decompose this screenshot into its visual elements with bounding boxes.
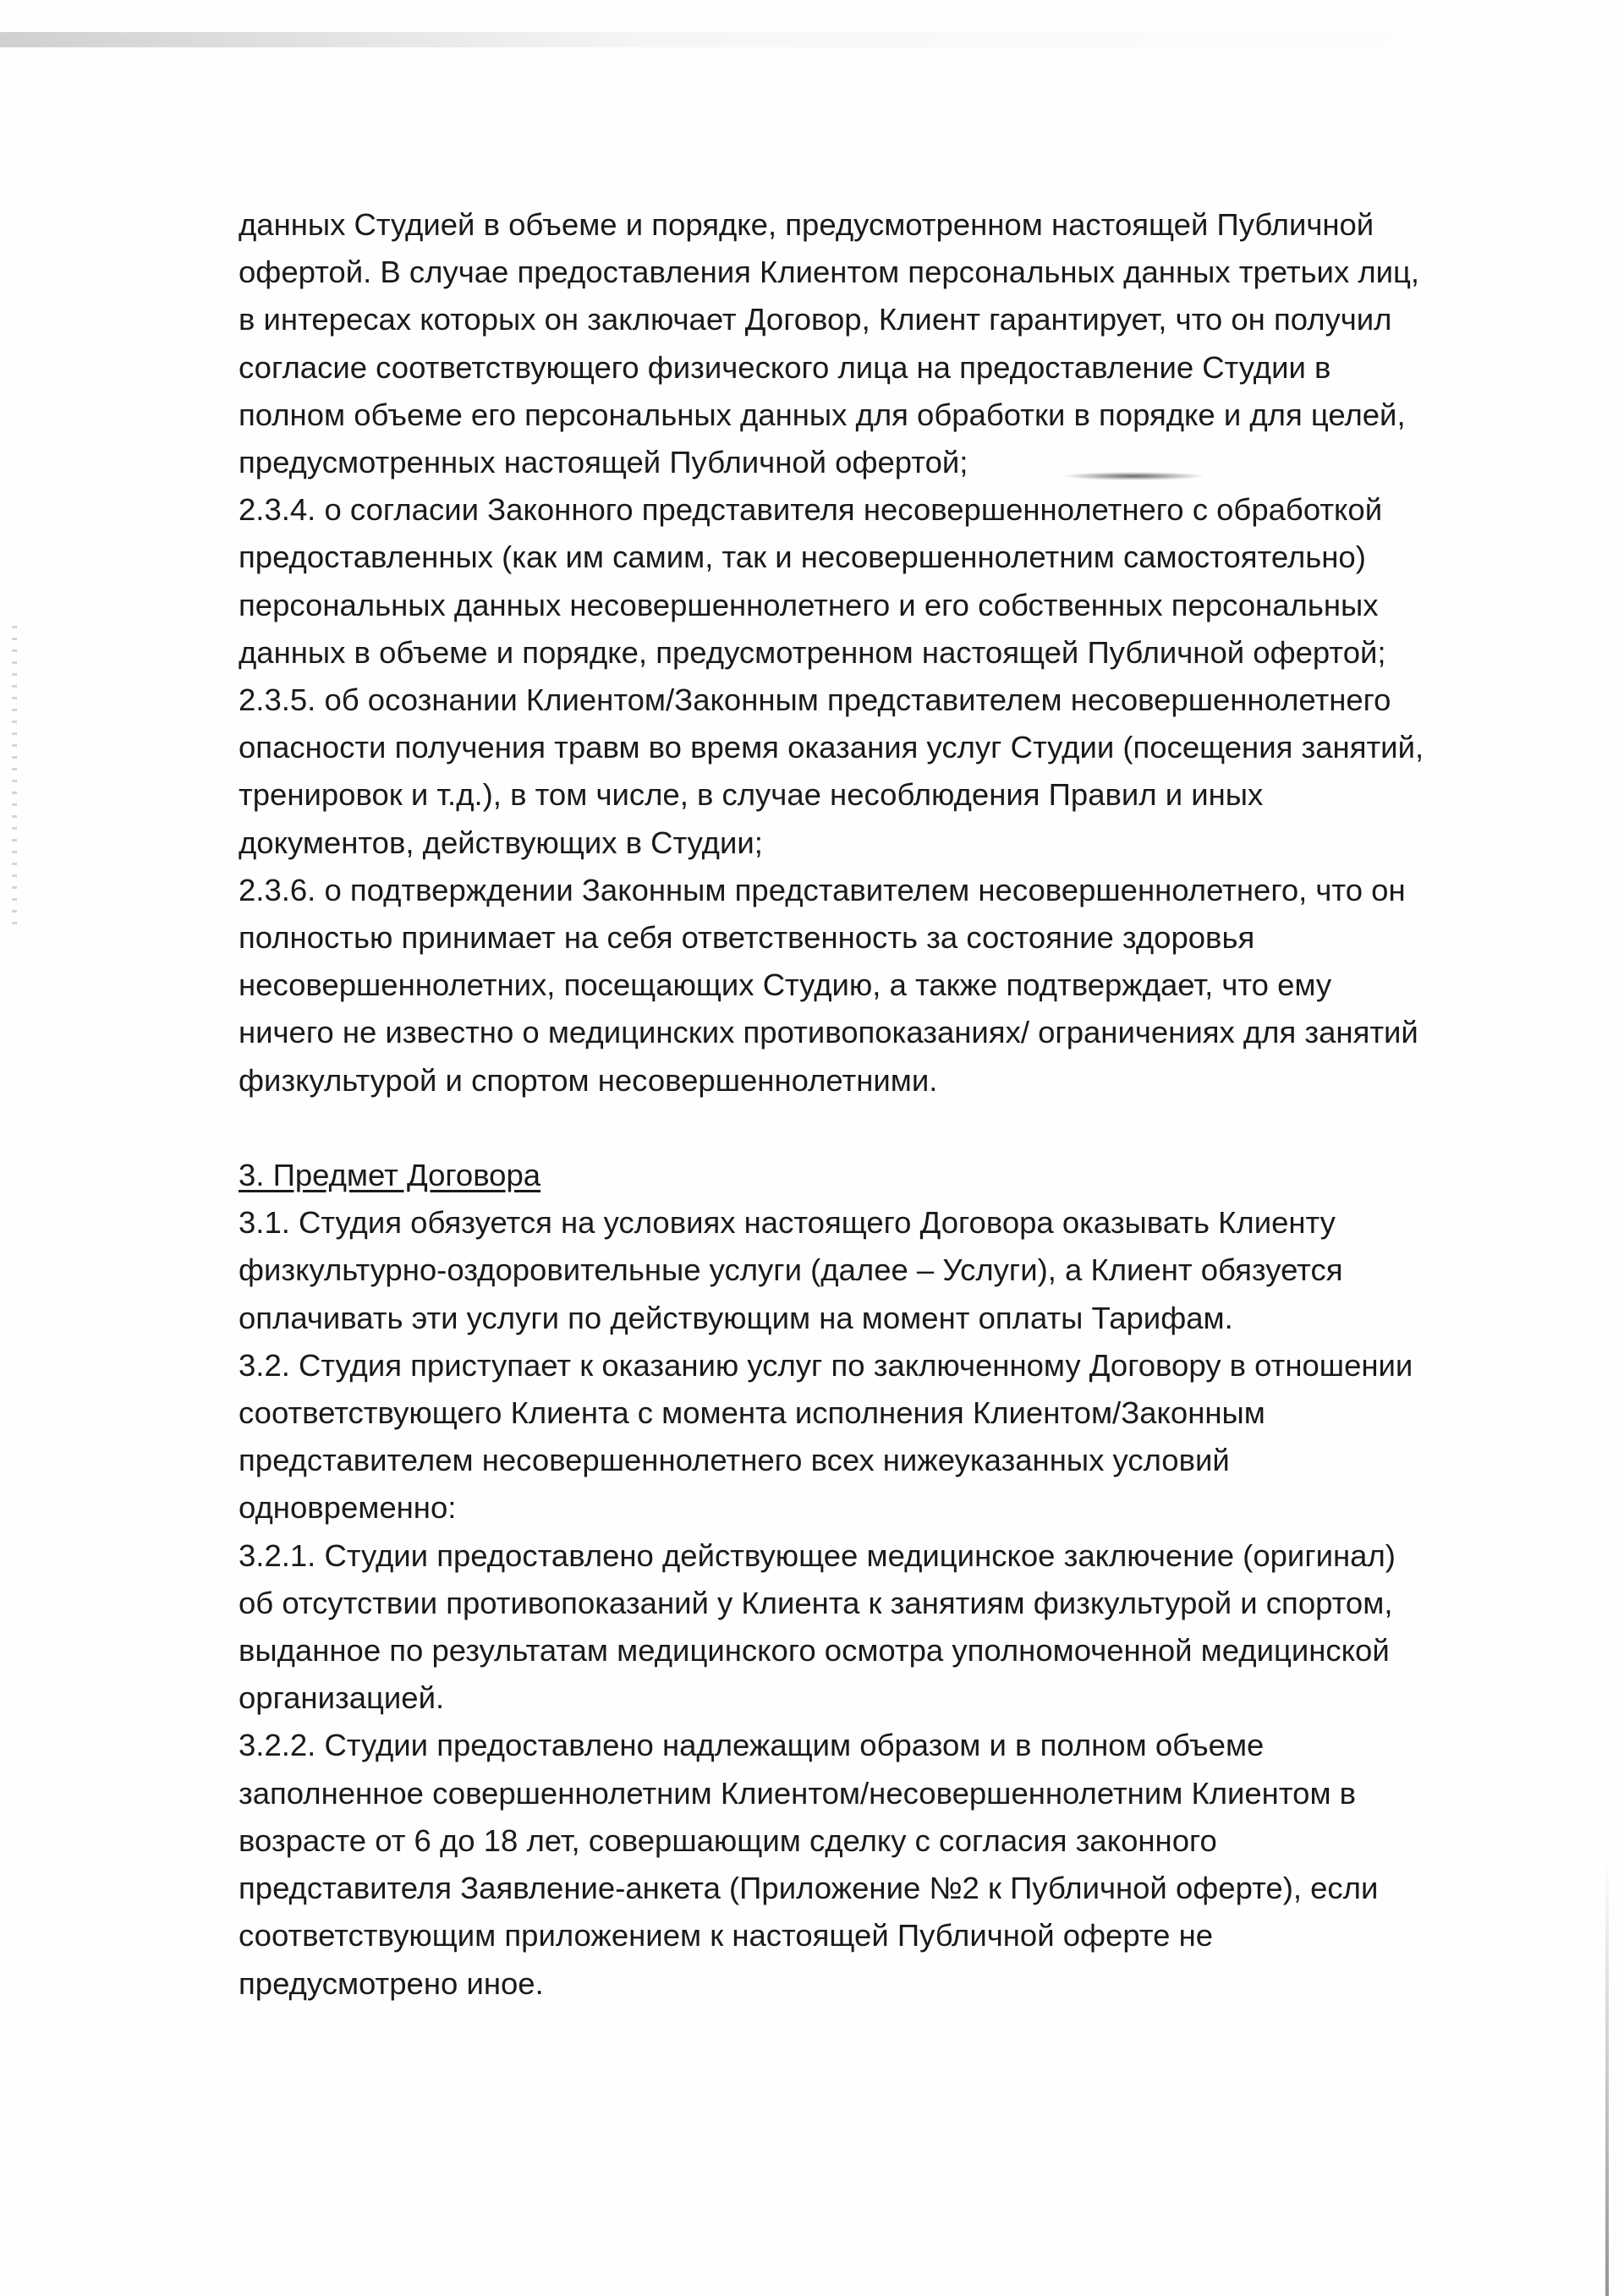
document-body xyxy=(239,201,1541,2008)
text-line: организацией. xyxy=(239,1680,445,1716)
text-line: персональных данных несовершеннолетнего и его собственных персональных xyxy=(239,587,1379,622)
text-line: представителя Заявление-анкета (Приложение №2 к Публичной оферте), если xyxy=(239,1871,1379,1906)
clause-2-3-6: 2.3.6. о подтверждении Законным представителем несовершеннолетнего, что он xyxy=(239,872,1406,907)
text-line: данных в объеме и порядке, предусмотренном настоящей Публичной офертой; xyxy=(239,634,1386,670)
text-line: заполненное совершеннолетним Клиентом/несовершеннолетним Клиентом в xyxy=(239,1775,1357,1811)
scan-edge-shadow xyxy=(0,32,1624,47)
text-line: документов, действующих в Студии; xyxy=(239,825,763,860)
text-line: полном объеме его персональных данных для обработки в порядке и для целей, xyxy=(239,397,1406,432)
clause-2-3-4: 2.3.4. о согласии Законного представителя несовершеннолетнего с обработкой xyxy=(239,492,1383,528)
text-line: оплачивать эти услуги по действующим на момент оплаты Тарифам. xyxy=(239,1300,1233,1335)
text-line: несовершеннолетних, посещающих Студию, а также подтверждает, что ему xyxy=(239,967,1332,1003)
clause-2-3-5: 2.3.5. об осознании Клиентом/Законным представителем несовершеннолетнего xyxy=(239,682,1391,718)
section-heading: 3. Предмет Договора xyxy=(239,1158,541,1193)
clause-3-2-1: 3.2.1. Студии предоставлено действующее медицинское заключение (оригинал) xyxy=(239,1537,1396,1573)
text-line: данных Студией в объеме и порядке, предусмотренном настоящей Публичной xyxy=(239,207,1374,242)
text-line: предусмотрено иное. xyxy=(239,1965,544,2001)
text-line: соответствующего Клиента с момента исполнения Клиентом/Законным xyxy=(239,1395,1265,1431)
scan-margin-noise xyxy=(12,626,17,930)
text-line: предусмотренных настоящей Публичной офертой; xyxy=(239,445,968,480)
text-line: тренировок и т.д.), в том числе, в случае несоблюдения Правил и иных xyxy=(239,777,1264,813)
text-line: офертой. В случае предоставления Клиентом персональных данных третьих лиц, xyxy=(239,255,1420,290)
text-line: ничего не известно о медицинских противопоказаниях/ ограничениях для занятий xyxy=(239,1015,1418,1050)
paragraph-gap xyxy=(239,1104,1541,1152)
scan-right-edge xyxy=(1605,1860,1609,2296)
text-line: опасности получения травм во время оказания услуг Студии (посещения занятий, xyxy=(239,730,1424,765)
text-line: возрасте от 6 до 18 лет, совершающим сделку с согласия законного xyxy=(239,1822,1217,1858)
text-line: физкультурой и спортом несовершеннолетними. xyxy=(239,1062,938,1098)
clause-3-2: 3.2. Студия приступает к оказанию услуг по заключенному Договору в отношении xyxy=(239,1347,1413,1383)
text-line: одновременно: xyxy=(239,1490,457,1526)
text-line: выданное по результатам медицинского осмотра уполномоченной медицинской xyxy=(239,1633,1390,1669)
text-line: в интересах которых он заключает Договор, Клиент гарантирует, что он получил xyxy=(239,302,1392,337)
clause-3-2-2: 3.2.2. Студии предоставлено надлежащим образом и в полном объеме xyxy=(239,1728,1265,1763)
text-line: предоставленных (как им самим, так и несовершеннолетним самостоятельно) xyxy=(239,540,1366,575)
clause-3-1: 3.1. Студия обязуется на условиях настоящего Договора оказывать Клиенту xyxy=(239,1205,1336,1241)
text-line: физкультурно-оздоровительные услуги (далее – Услуги), а Клиент обязуется xyxy=(239,1252,1343,1288)
text-line: соответствующим приложением к настоящей Публичной оферте не xyxy=(239,1918,1214,1954)
text-line: согласие соответствующего физического лица на предоставление Студии в xyxy=(239,349,1331,385)
text-line: полностью принимает на себя ответственность за состояние здоровья xyxy=(239,920,1255,956)
text-line: представителем несовершеннолетнего всех нижеуказанных условий xyxy=(239,1443,1230,1478)
text-line: об отсутствии противопоказаний у Клиента к занятиям физкультурой и спортом, xyxy=(239,1585,1393,1620)
